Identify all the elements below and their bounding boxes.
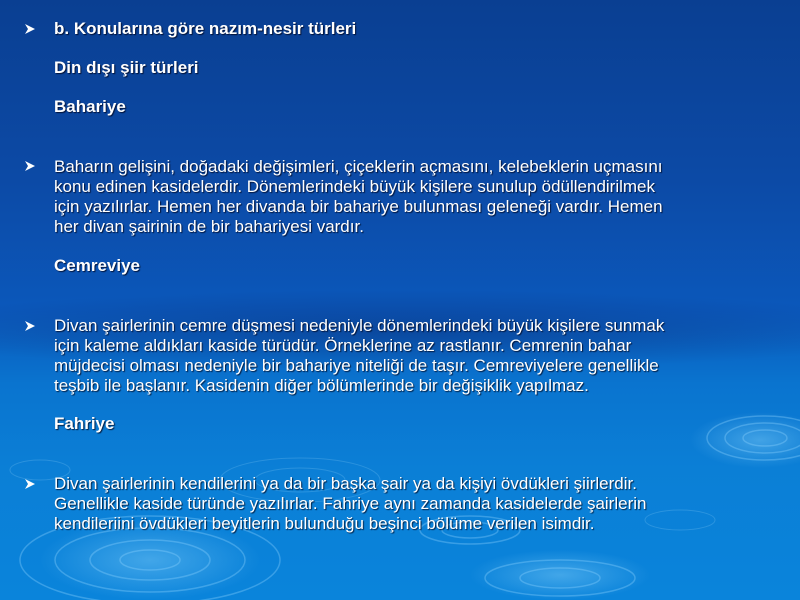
section-title-fahriye: Fahriye [54,414,115,433]
bullet-arrow-icon [24,320,38,334]
paragraph-line: Genellikle kaside türünde yazılırlar. Fahriye aynı zamanda kasidelerde şairlerin [54,494,647,513]
paragraph-line: müjdecisi olması nedeniyle bir bahariye niteliği de taşır. Cemreviyelere genellikle [54,356,659,375]
paragraph-line: için kaleme aldıkları kaside türüdür. Örneklerine az rastlanır. Cemrenin bahar [54,336,632,355]
bullet-arrow-icon [24,23,38,37]
section-title-cemreviye: Cemreviye [54,256,141,275]
section-title-bahariye: Bahariye [54,97,126,116]
paragraph-line: Baharın gelişini, doğadaki değişimleri, çiçeklerin açmasını, kelebeklerin uçmasını [54,157,663,176]
paragraph-line: Divan şairlerinin kendilerini ya da bir başka şair ya da kişiyi övdükleri şiirlerdir. [54,474,637,493]
bullet-arrow-icon [24,160,38,174]
paragraph-line: her divan şairinin de bir bahariyesi vardır. [54,217,364,236]
paragraph-line: konu edinen kasidelerdir. Dönemlerindeki büyük kişilere sunulup ödüllendirilmek [54,177,656,196]
bullet-arrow-icon [24,478,38,492]
paragraph-line: kendileriini övdükleri beyitlerin bulunduğu beşinci bölüme verilen isimdir. [54,514,595,533]
paragraph-line: için yazılırlar. Hemen her divanda bir bahariye bulunması geleneği vardır. Hemen [54,197,663,216]
slide-subheading: Din dışı şiir türleri [54,58,199,77]
paragraph-line: Divan şairlerinin cemre düşmesi nedeniyle dönemlerindeki büyük kişilere sunmak [54,316,665,335]
paragraph-line: teşbib ile başlanır. Kasidenin diğer bölümlerinde bir değişiklik yapılmaz. [54,376,589,395]
slide-heading: b. Konularına göre nazım-nesir türleri [54,19,357,38]
